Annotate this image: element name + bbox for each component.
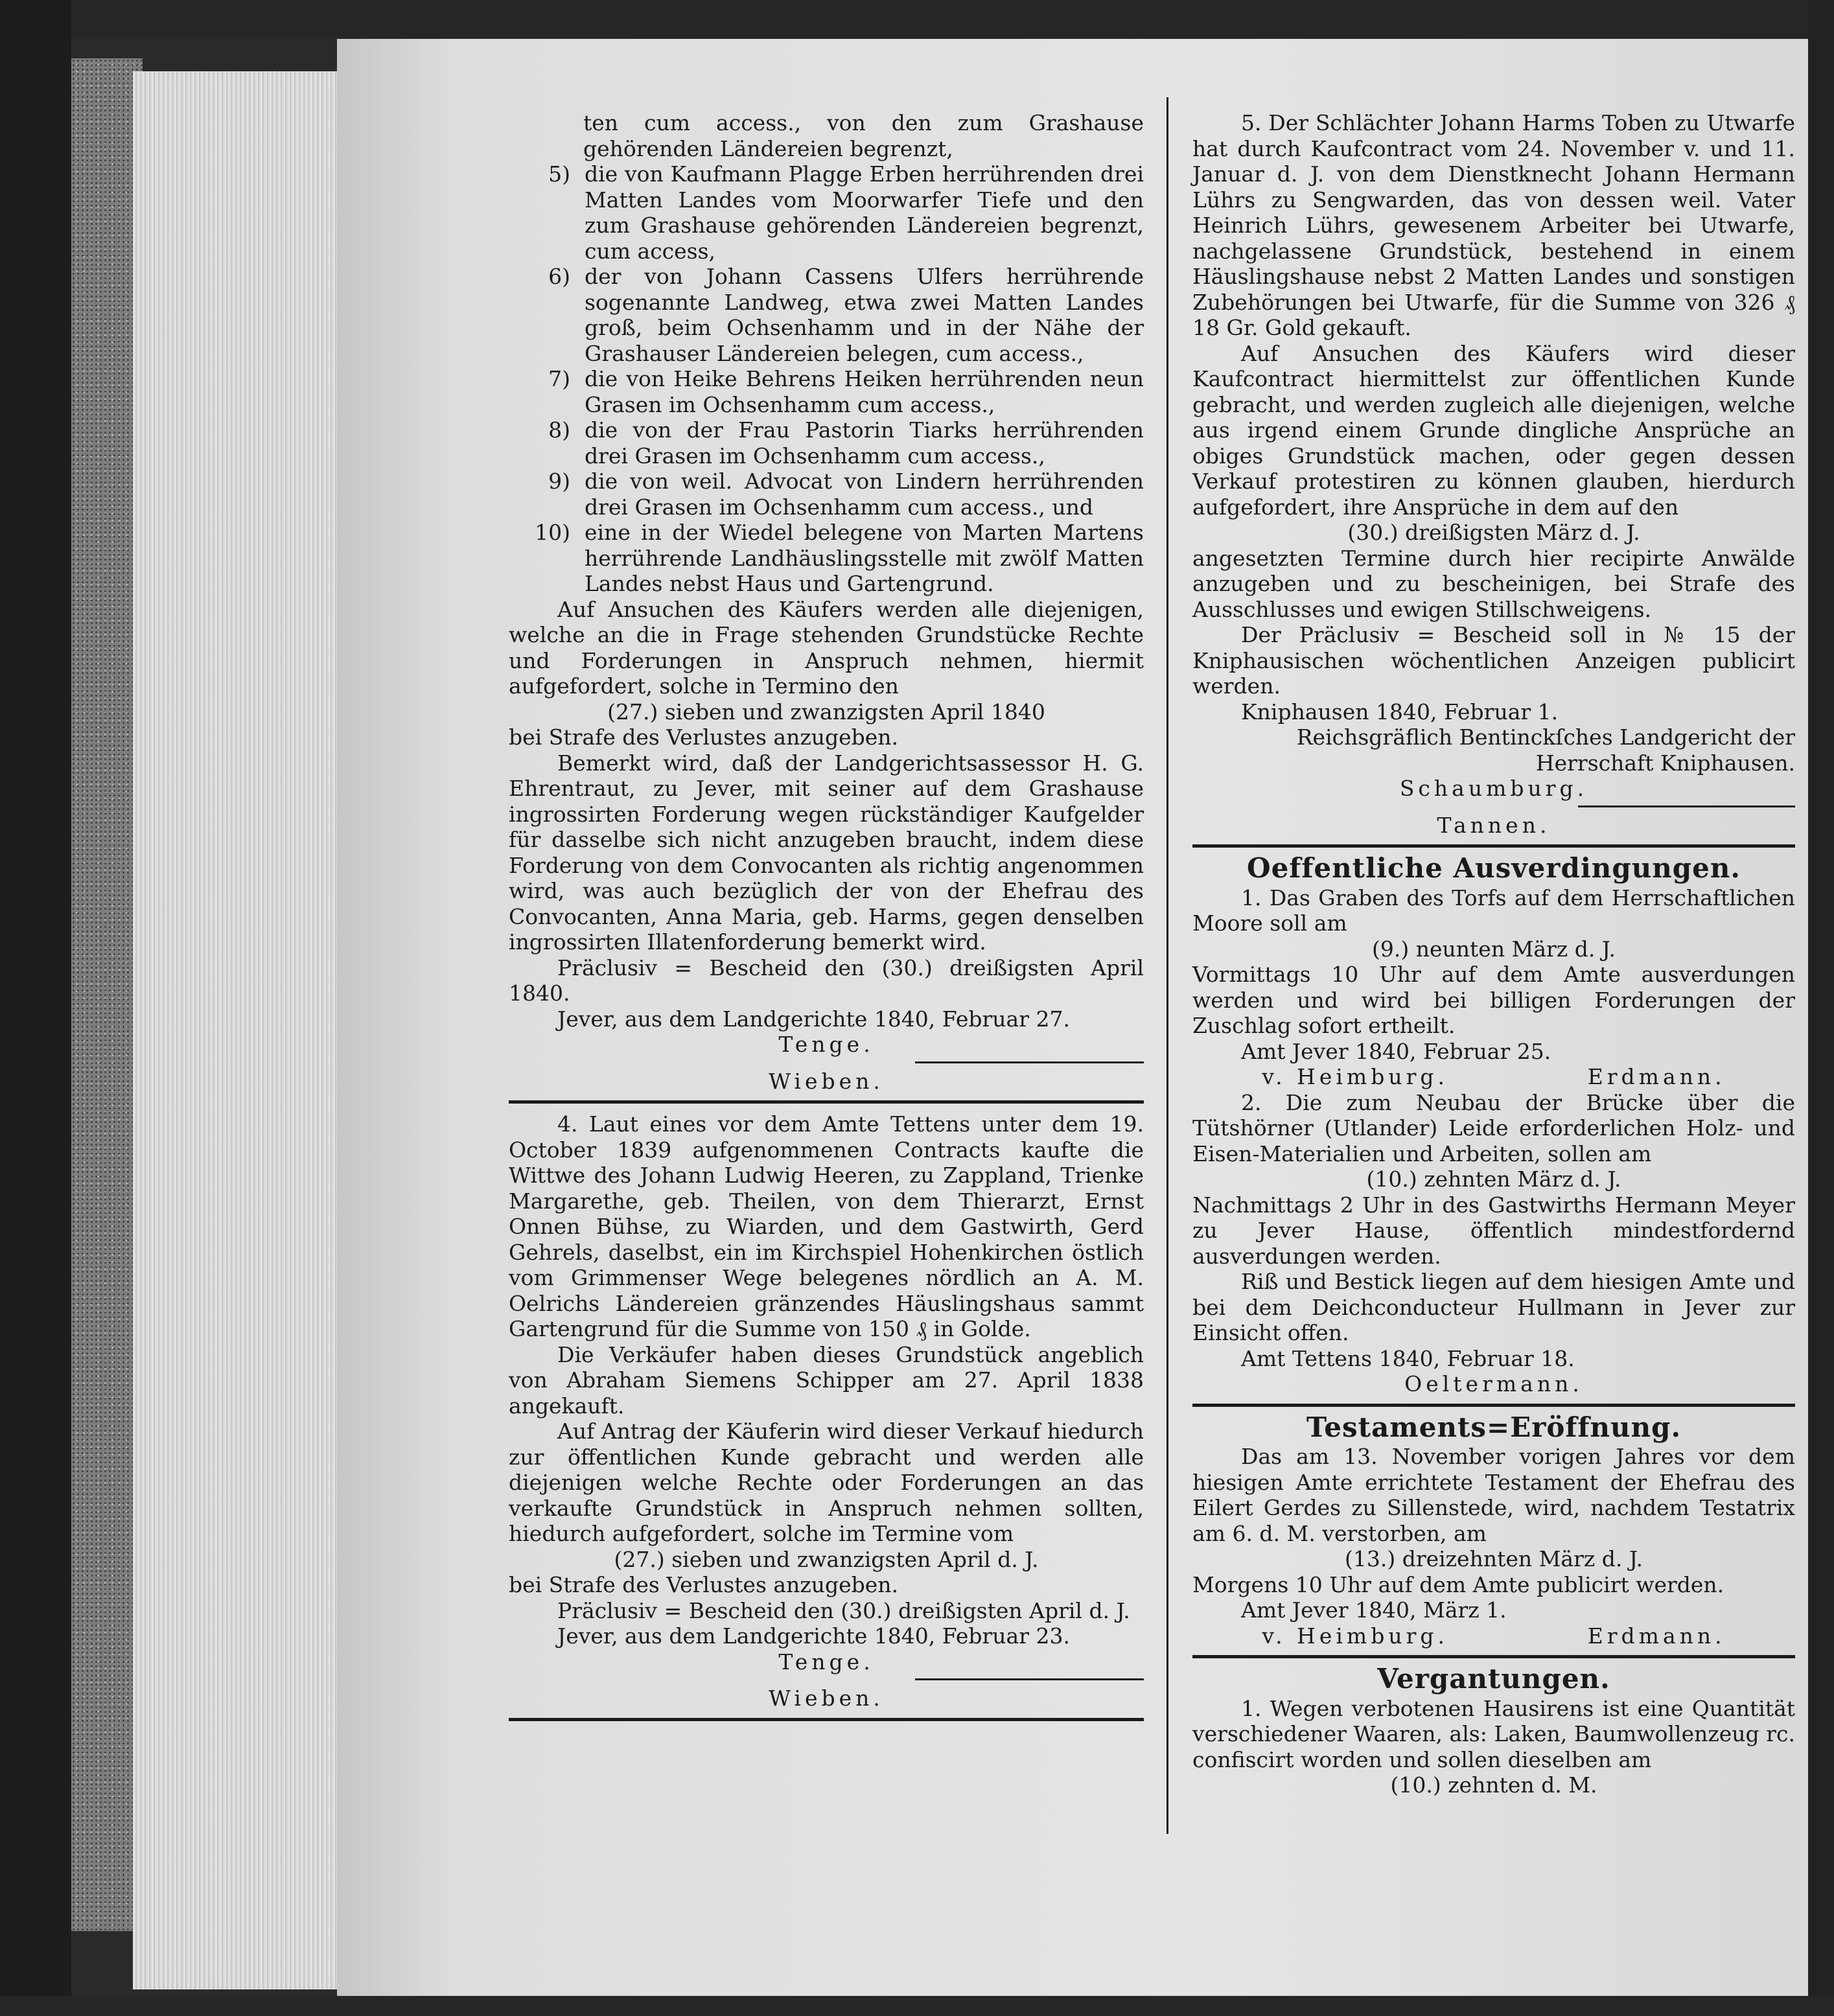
paragraph: angesetzten Termine durch hier recipirte Anwälde anzugeben und zu bescheinigen, bei Strafe des Ausschlusses und ewigen Stillschweigens. [1192,545,1795,622]
term-date: (27.) sieben und zwanzigsten April 1840 [607,699,1045,724]
paragraph: Die Verkäufer haben dieses Grundstück angeblich von Abraham Siemens Schipper am 27. April 1838 angekauft. [509,1341,1144,1419]
numbered-item [509,417,1144,469]
left-column [509,110,1144,1729]
signature-pair [1192,1623,1795,1649]
term-date: (13.) dreizehnten März d. J. [1344,1546,1643,1571]
section-rule [509,1718,1144,1721]
section-heading: Oeffentliche Ausverdingungen. [1246,852,1741,884]
paragraph: Kniphausen 1840, Februar 1. [1241,699,1559,724]
paragraph: Amt Jever 1840, März 1. [1241,1597,1507,1623]
column-divider [1167,97,1168,1834]
signature: Tenge. [778,1032,874,1057]
paragraph: 1. Das Graben des Torfs auf dem Herrschaftlichen Moore soll am [1192,885,1795,936]
item-number: 10) [535,520,570,545]
book-cover-marbled [71,58,143,1931]
right-column [1192,110,1795,1798]
term-date: (10.) zehnten März d. J. [1366,1166,1621,1192]
item-number: 6) [548,264,570,289]
scanner-background-right [1808,0,1834,2016]
paragraph: Bemerkt wird, daß der Landgerichtsassessor H. G. Ehrentraut, zu Jever, mit seiner auf dem Grashause ingrossirten Forderung wegen rückständiger Kaufgelder für dasselbe sich nicht anzugeben braucht, indem diese Forderung von dem Convocanten als richtig angenommen wird, was auch bezüglich der von der Ehefrau des Convocanten, Anna Maria, geb. Harms, gegen denselben ingrossirten Illatenforderung bemerkt wird. [509,750,1144,955]
continued-text: ten cum access., von den zum Grashause gehörenden Ländereien begrenzt, [583,110,1144,161]
numbered-item [509,264,1144,366]
signature-left: v. Heimburg. [1262,1623,1448,1649]
paragraph: bei Strafe des Verlustes anzugeben. [509,724,899,750]
paragraph: Amt Jever 1840, Februar 25. [1241,1038,1551,1064]
clerk-signature: Wieben. [769,1068,884,1094]
paragraph: Präclusiv = Bescheid den (30.) dreißigsten April 1840. [509,955,1144,1006]
signature: Schaumburg. [1399,776,1588,801]
paragraph: Auf Ansuchen des Käufers wird dieser Kaufcontract hiermittelst zur öffentlichen Kunde gebracht, und werden zugleich alle diejenigen, welche aus irgend einem Grunde dingliche Ansprüche an obiges Grundstück machen, oder gegen dessen Verkauf protestiren zu können glauben, hierdurch aufgefordert, ihre Ansprüche in dem auf den [1192,340,1795,520]
section-heading: Testaments=Eröffnung. [1306,1411,1682,1443]
term-date: (27.) sieben und zwanzigsten April d. J. [614,1546,1039,1572]
term-date: (9.) neunten März d. J. [1372,936,1616,962]
clerk-signature: Wieben. [769,1686,884,1711]
item-number: 8) [548,417,570,443]
scanner-background-top [0,0,1834,39]
signature-block [1192,805,1795,848]
signature-block [509,1678,1144,1721]
signature-right: Erdmann. [1587,1064,1726,1089]
signature-rule [1578,805,1795,807]
signature-right: Erdmann. [1587,1623,1726,1649]
section-rule [1192,1404,1795,1407]
paragraph: Jever, aus dem Landgerichte 1840, Februar 23. [557,1623,1070,1649]
paragraph: Amt Tettens 1840, Februar 18. [1241,1345,1575,1371]
court-signature: Reichsgräflich Bentinckſches Landgericht der Herrschaft Kniphausen. [1296,724,1795,776]
item-number: 5) [548,161,570,187]
paragraph: 2. Die zum Neubau der Brücke über die Tütshörner (Utlander) Leide erforderlichen Holz- und Eisen-Materialien und Arbeiten, sollen am [1192,1089,1795,1166]
scanner-background-bottom [0,1996,1834,2016]
clerk-signature: Tannen. [1437,812,1551,838]
signature: Tenge. [778,1649,874,1674]
numbered-item [509,366,1144,417]
paragraph: Jever, aus dem Landgerichte 1840, Februar 27. [557,1006,1070,1032]
paragraph: Präclusiv = Bescheid den (30.) dreißigsten April d. J. [557,1597,1130,1623]
signature: Oeltermann. [1404,1371,1583,1396]
item-number: 9) [548,469,570,494]
paragraph: Morgens 10 Uhr auf dem Amte publicirt werden. [1192,1571,1724,1597]
section-heading-block [1192,1655,1795,1695]
paragraph: bei Strafe des Verlustes anzugeben. [509,1572,899,1597]
paragraph: Vormittags 10 Uhr auf dem Amte ausverdungen werden und wird bei billigen Forderungen der Zuschlag sofort ertheilt. [1192,962,1795,1038]
signature-block [509,1061,1144,1104]
signature-left: v. Heimburg. [1262,1064,1448,1089]
term-date: (30.) dreißigsten März d. J. [1347,520,1640,545]
section-rule [509,1100,1144,1104]
numbered-item [509,161,1144,264]
signature-pair [1192,1064,1795,1090]
section-heading-block [1192,1404,1795,1441]
item-text: die von der Frau Pastorin Tiarks herrührenden drei Grasen im Ochsenhamm cum access., [585,417,1144,469]
item-text: eine in der Wiedel belegene von Marten Martens herrührende Landhäuslingsstelle mit zwölf Matten Landes nebst Haus und Gartengrund. [585,520,1144,596]
stacked-page-edges [133,71,347,1989]
paragraph: 4. Laut eines vor dem Amte Tettens unter dem 19. October 1839 aufgenommenen Contracts kaufte die Wittwe des Johann Ludwig Heeren, zu Zappland, Trienke Margarethe, geb. Theilen, von dem Thierarzt, Ernst Onnen Bühse, zu Wiarden, und dem Gastwirth, Gerd Gehrels, daselbst, ein im Kirchspiel Hohenkirchen östlich vom Grimmenser Wege belegenes nördlich an A. M. Oelrichs Ländereien gränzendes Häuslingshaus sammt Gartengrund für die Summe von 150 ₰ in Golde. [509,1111,1144,1341]
item-text: die von weil. Advocat von Lindern herrührenden drei Grasen im Ochsenhamm cum access., und [585,469,1144,520]
paragraph: Nachmittags 2 Uhr in des Gastwirths Hermann Meyer zu Jever Hause, öffentlich mindestfordernd ausverdungen werden. [1192,1192,1795,1269]
item-text: die von Heike Behrens Heiken herrührenden neun Grasen im Ochsenhamm cum access., [585,366,1144,417]
paragraph: Das am 13. November vorigen Jahres vor dem hiesigen Amte errichtete Testament der Ehefrau des Eilert Gerdes zu Sillenstede, wird, nachdem Testatrix am 6. d. M. verstorben, am [1192,1444,1795,1546]
item-text: der von Johann Cassens Ulfers herrührende sogenannte Landweg, etwa zwei Matten Landes groß, beim Ochsenhamm und in der Nähe der Grashauser Ländereien belegen, cum access., [585,264,1144,366]
paragraph: 5. Der Schlächter Johann Harms Toben zu Utwarfe hat durch Kaufcontract vom 24. November v. und 11. Januar d. J. von dem Dienstknecht Johann Hermann Lührs zu Sengwarden, das von dessen weil. Vater Heinrich Lührs, gewesenem Arbeiter bei Utwarfe, nachgelassene Grundstück, bestehend in einem Häuslingshause nebst 2 Matten Landes und sonstigen Zubehörungen bei Utwarfe, für die Summe von 326 ₰ 18 Gr. Gold gekauft. [1192,110,1795,340]
paragraph: Riß und Bestick liegen auf dem hiesigen Amte und bei dem Deichconducteur Hullmann in Jever zur Einsicht offen. [1192,1269,1795,1345]
scanner-background-left [0,0,71,2016]
section-rule [1192,844,1795,848]
term-date: (10.) zehnten d. M. [1390,1772,1597,1798]
signature-rule [915,1061,1144,1063]
numbered-item [509,520,1144,597]
signature-rule [915,1678,1144,1680]
paragraph: Der Präclusiv = Bescheid soll in № 15 der Kniphausischen wöchentlichen Anzeigen publicirt werden. [1192,622,1795,699]
item-text: die von Kaufmann Plagge Erben herrührenden drei Matten Landes vom Moorwarfer Tiefe und den zum Grashause gehörenden Ländereien begrenzt, cum access, [585,161,1144,264]
paragraph: Auf Ansuchen des Käufers werden alle diejenigen, welche an die in Frage stehenden Grundstücke Rechte und Forderungen in Anspruch nehmen, hiermit aufgefordert, solche in Termino den [509,596,1144,699]
numbered-item [509,469,1144,520]
item-number: 7) [548,366,570,391]
section-rule [1192,1655,1795,1658]
section-heading: Vergantungen. [1377,1663,1610,1695]
paragraph: 1. Wegen verbotenen Hausirens ist eine Quantität verschiedener Waaren, als: Laken, Baumwollenzeug rc. confiscirt worden und sollen dieselben am [1192,1695,1795,1772]
paragraph: Auf Antrag der Käuferin wird dieser Verkauf hiedurch zur öffentlichen Kunde gebracht und werden alle diejenigen welche Rechte oder Forderungen an das verkaufte Grundstück in Anspruch nehmen sollten, hiedurch aufgefordert, solche im Termine vom [509,1419,1144,1546]
